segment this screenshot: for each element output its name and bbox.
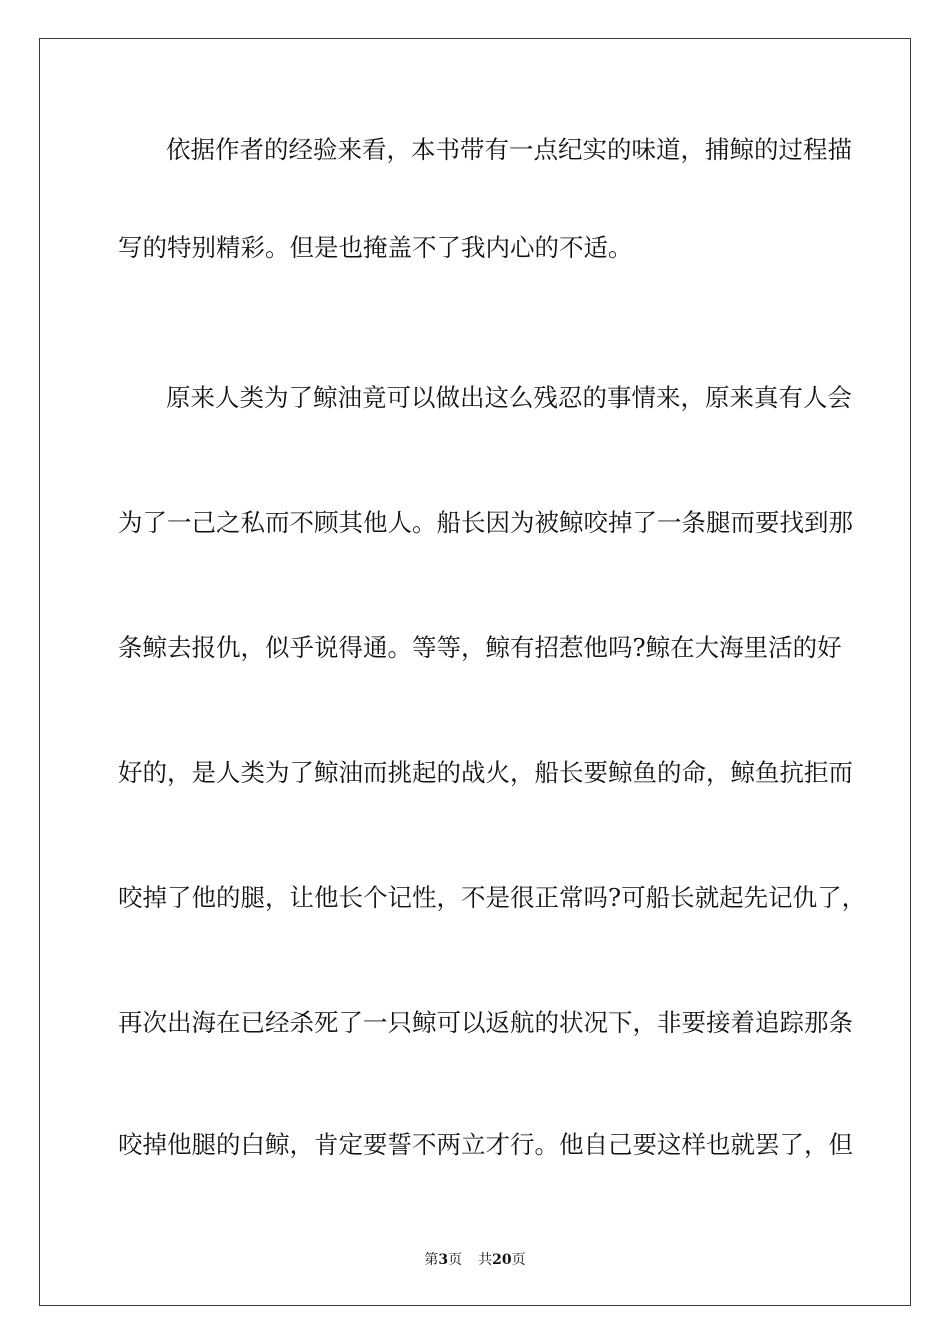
page-number: 3 — [438, 1252, 449, 1268]
page-border — [39, 38, 911, 1306]
total-label-suffix: 页 — [511, 1252, 526, 1268]
total-pages: 20 — [492, 1252, 512, 1268]
paragraph-2-line-2: 为了一己之私而不顾其他人。船长因为被鲸咬掉了一条腿而要找到那 — [118, 508, 853, 537]
paragraph-2-line-4: 好的，是人类为了鲸油而挑起的战火，船长要鲸鱼的命，鲸鱼抗拒而 — [118, 758, 853, 787]
paragraph-1-line-2: 写的特别精彩。但是也掩盖不了我内心的不适。 — [118, 233, 633, 262]
page-footer — [0, 1249, 950, 1269]
page-label-prefix: 第 — [424, 1252, 439, 1268]
paragraph-2-line-5: 咬掉了他的腿，让他长个记性，不是很正常吗?可船长就起先记仇了， — [118, 883, 867, 912]
paragraph-2-line-3: 条鲸去报仇，似乎说得通。等等，鲸有招惹他吗?鲸在大海里活的好 — [118, 633, 842, 662]
paragraph-2-line-7: 咬掉他腿的白鲸，肯定要誓不两立才行。他自己要这样也就罢了，但 — [118, 1130, 853, 1159]
paragraph-2-line-6: 再次出海在已经杀死了一只鲸可以返航的状况下，非要接着追踪那条 — [118, 1008, 853, 1037]
page-label-suffix: 页 — [448, 1252, 463, 1268]
total-label-prefix: 共 — [478, 1252, 493, 1268]
paragraph-2-line-1: 原来人类为了鲸油竟可以做出这么残忍的事情来，原来真有人会 — [166, 383, 852, 412]
paragraph-1-line-1: 依据作者的经验来看，本书带有一点纪实的味道，捕鲸的过程描 — [166, 135, 852, 164]
